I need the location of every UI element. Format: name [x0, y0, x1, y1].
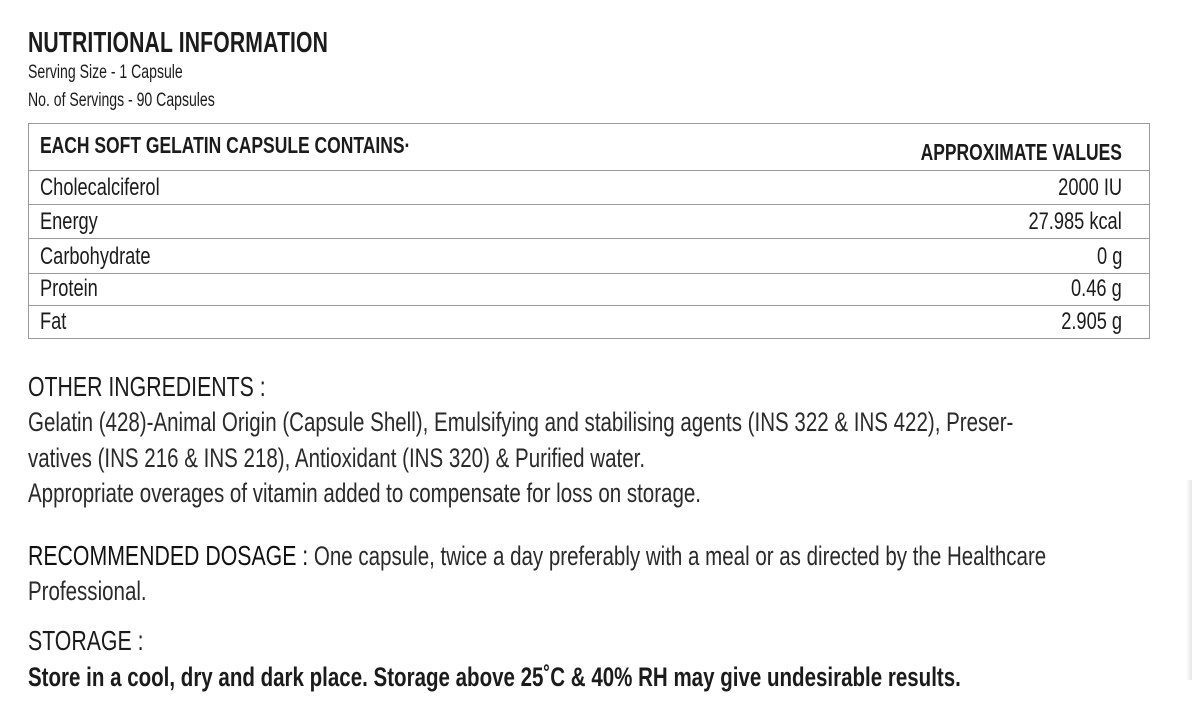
servings-count: No. of Servings - 90 Capsules	[28, 90, 215, 111]
column-header-values: APPROXIMATE VALUES	[920, 139, 1122, 165]
nutrient-value: 27.985 kcal	[1028, 208, 1122, 235]
storage-heading: STORAGE :	[28, 625, 144, 656]
nutrient-value: 0.46 g	[1071, 275, 1122, 302]
column-header-contents: EACH SOFT GELATIN CAPSULE CONTAINS·	[40, 132, 411, 158]
nutrient-value: 2.905 g	[1061, 308, 1122, 335]
table-row	[29, 171, 1149, 205]
dosage-text: One capsule, twice a day preferably with a meal or as directed by the Healthcare	[313, 541, 1047, 571]
nutrient-name: Protein	[40, 275, 98, 302]
table-row	[29, 274, 1149, 306]
other-ingredients-heading: OTHER INGREDIENTS :	[28, 371, 266, 402]
table-row	[29, 205, 1149, 239]
storage-text: Store in a cool, dry and dark place. Storage above 25˚C & 40% RH may give undesirable results.	[28, 662, 961, 692]
nutrient-name: Cholecalciferol	[40, 174, 160, 201]
table-header-row	[29, 124, 1149, 171]
serving-size: Serving Size - 1 Capsule	[28, 62, 183, 83]
overage-note: Appropriate overages of vitamin added to compensate for loss on storage.	[28, 478, 701, 508]
table-row	[29, 306, 1149, 338]
nutrient-name: Carbohydrate	[40, 243, 151, 270]
nutrient-value: 2000 IU	[1058, 174, 1122, 201]
edge-shadow	[1186, 480, 1192, 680]
table-row	[29, 239, 1149, 274]
nutrition-table	[28, 123, 1150, 339]
ingredients-text-line: vatives (INS 216 & INS 218), Antioxidant (INS 320) & Purified water.	[28, 443, 646, 473]
dosage-text-continued: Professional.	[28, 576, 147, 606]
nutrient-name: Energy	[40, 208, 98, 235]
page-title: NUTRITIONAL INFORMATION	[28, 27, 329, 59]
ingredients-text-line: Gelatin (428)-Animal Origin (Capsule Shell), Emulsifying and stabilising agents (INS 322 & INS 422), Preser-	[28, 407, 1014, 437]
nutrient-name: Fat	[40, 308, 67, 335]
dosage-paragraph	[28, 540, 1046, 572]
nutrient-value: 0 g	[1096, 243, 1122, 270]
dosage-heading: RECOMMENDED DOSAGE :	[28, 540, 309, 571]
